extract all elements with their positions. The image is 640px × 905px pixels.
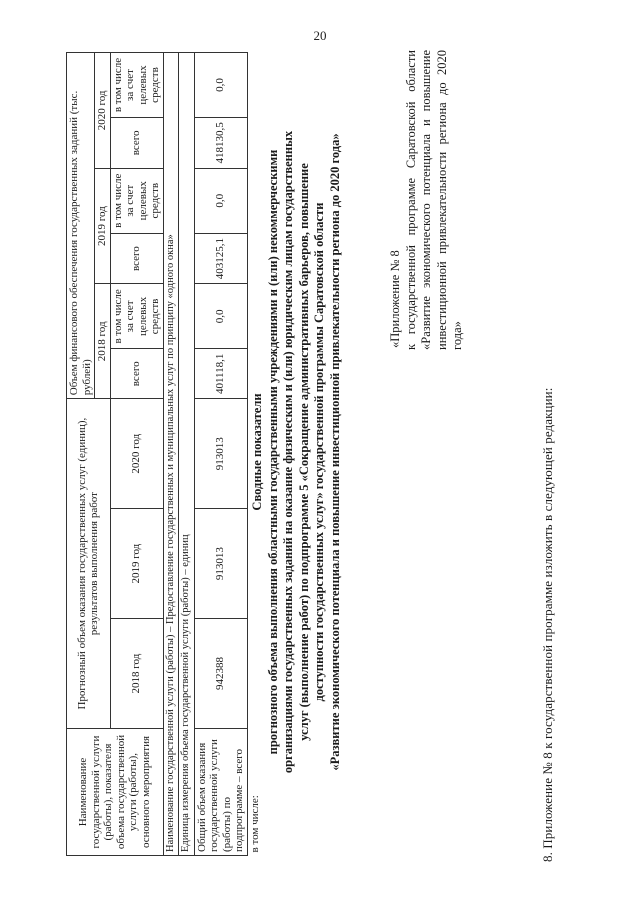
sub-total: всего [110,349,163,399]
cell-t2019: 403125,1 [194,233,247,284]
cell-f2019: 913013 [194,509,247,619]
heading-line: услуг (выполнение работ) по подпрограмме 5 «Сокращение административных барьеров, повышение [296,163,311,741]
unit-row: Единица измерения объема государственной услуги (работы) – единиц [179,53,195,856]
col-forecast-header: Прогнозный объем оказания государственных услуг (единиц), результатов выполнения работ [67,399,111,729]
heading-line: доступности государственных услуг» государственной программы Саратовской области [312,202,326,702]
landscape-sheet [10,12,630,902]
heading-title: Сводные показатели [250,393,264,511]
heading-line: прогнозного объема выполнения областными государственными учреждениями и (или) некоммерческими [265,149,280,755]
sub-total: всего [110,233,163,284]
cell-c2019: 0,0 [194,168,247,233]
fin-year-2020: 2020 год [95,53,111,169]
cell-f2020: 913013 [194,399,247,509]
heading-line: «Развитие экономического потенциала и повышение инвестиционной привлекательности региона до 2020 года» [327,133,342,771]
col-finance-header: Объем финансового обеспечения государственных заданий (тыс. рублей) [67,53,95,399]
year-2018: 2018 год [110,619,163,729]
intro-text: 8. Приложение № 8 к государственной программе изложить в следующей редакции: [540,387,555,862]
incl-row: в том числе: [248,795,261,853]
indicators-table [66,52,262,856]
sub-target: в том числе за счет целевых средств [110,284,163,349]
table-row [194,53,247,856]
appendix-text: к государственной программе Саратовской области «Развитие экономического потенциала и повышение инвестиционной привлекательности региона до 2020 года» [403,50,464,350]
year-2019: 2019 год [110,509,163,619]
fin-year-2018: 2018 год [95,284,111,399]
sub-target: в том числе за счет целевых средств [110,168,163,233]
appendix-title: «Приложение № 8 [388,250,402,348]
fin-year-2019: 2019 год [95,168,111,284]
col-name-header: Наименование государственной услуги (работы), показателя объема государственной услуги (работы), основного мероприятия [67,729,164,856]
year-2020: 2020 год [110,399,163,509]
document-heading [250,52,343,852]
cell-t2020: 418130,5 [194,118,247,169]
sub-target: в том числе за счет целевых средств [110,53,163,118]
cell-f2018: 942388 [194,619,247,729]
row-name: Общий объем оказания государственной услуги (работы) по подпрограмме – всего [194,729,247,856]
cell-c2020: 0,0 [194,53,247,118]
sub-total: всего [110,118,163,169]
appendix-block [388,50,466,350]
page-number: 20 [313,28,327,43]
cell-c2018: 0,0 [194,284,247,349]
cell-t2018: 401118,1 [194,349,247,399]
heading-line: организациями государственных заданий на оказание физическим и (или) юридическим лицам государственных [281,130,295,774]
service-row: Наименование государственной услуги (работы) – Предоставление государственных и муниципальных услуг по принципу «одного окна» [163,53,179,856]
